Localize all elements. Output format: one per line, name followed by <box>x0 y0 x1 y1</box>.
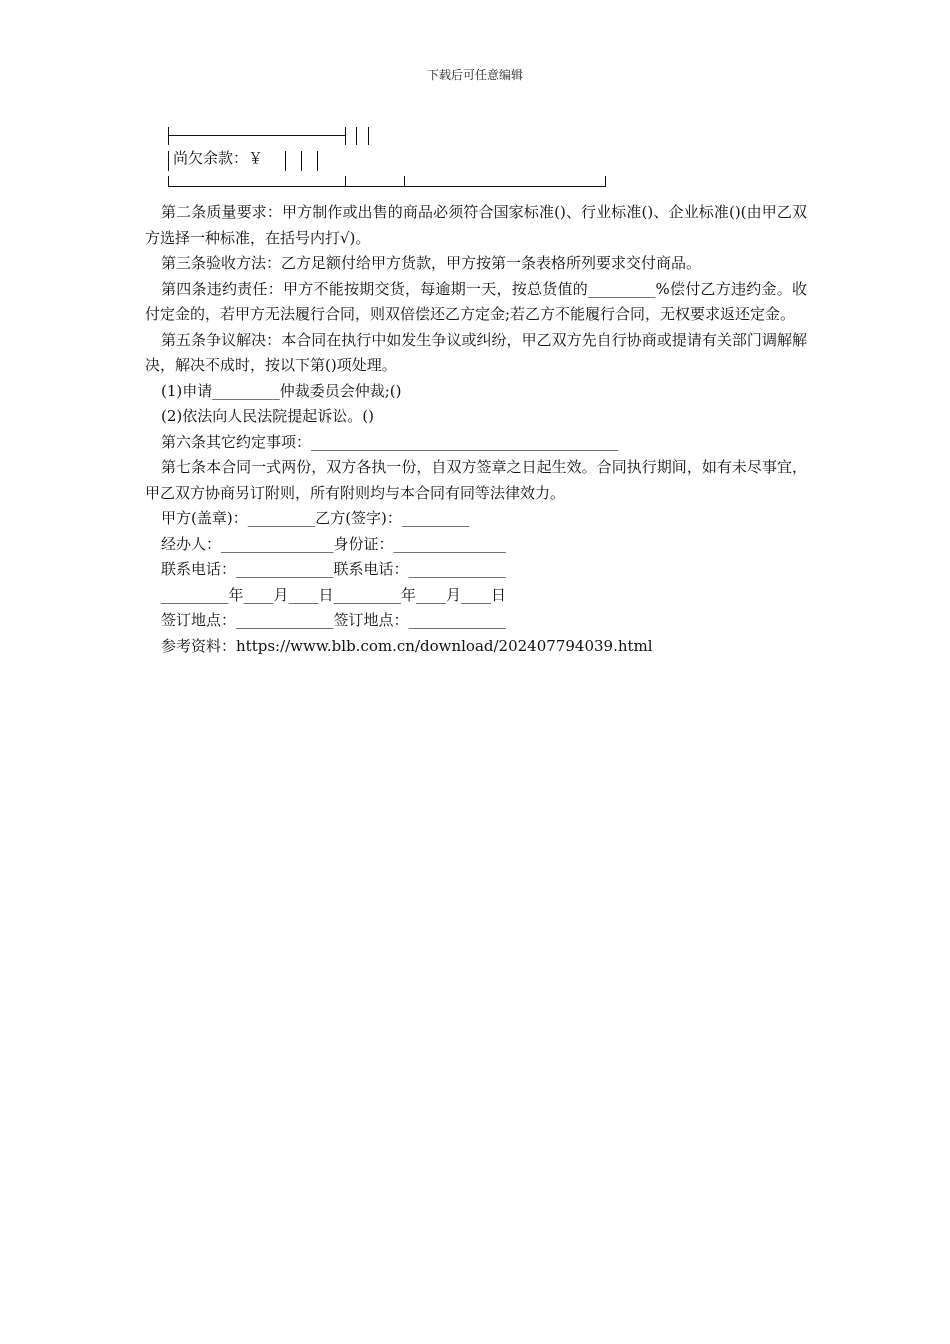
table-border <box>345 127 346 145</box>
clause-liability: 第四条违约责任：甲方不能按期交货，每逾期一天，按总货值的_________%偿付乙方违约金。收付定金的，若甲方无法履行合同，则双倍偿还乙方定金;若乙方不能履行合同，无权要求返还定金。 <box>145 279 807 323</box>
signature-parties: 甲方(盖章)：_________乙方(签字)：_________ <box>161 509 470 527</box>
clause-quality: 第二条质量要求：甲方制作或出售的商品必须符合国家标准()、行业标准()、企业标准()(由甲乙双方选择一种标准，在括号内打√)。 <box>145 203 807 247</box>
signature-dates: _________年____月____日_________年____月____日 <box>161 585 507 604</box>
clause-acceptance: 第三条验收方法：乙方足额付给甲方货款，甲方按第一条表格所列要求交付商品。 <box>161 254 702 272</box>
signature-phones: 联系电话：_____________联系电话：_____________ <box>161 560 507 578</box>
clause-effect: 第七条本合同一式两份，双方各执一份，自双方签章之日起生效。合同执行期间，如有未尽事宜，甲乙双方协商另订附则，所有附则均与本合同有同等法律效力。 <box>145 458 807 502</box>
table-border <box>168 127 169 145</box>
clause-dispute: 第五条争议解决：本合同在执行中如发生争议或纠纷，甲乙双方先自行协商或提请有关部门调解解决，解决不成时，按以下第()项处理。 <box>145 330 807 374</box>
signature-places: 签订地点：_____________签订地点：_____________ <box>161 611 507 629</box>
table-border <box>301 151 302 171</box>
owed-balance-label: 尚欠余款：￥ <box>173 149 264 167</box>
dispute-option-arbitration: (1)申请_________仲裁委员会仲裁;() <box>161 381 402 400</box>
table-border <box>168 186 605 187</box>
table-border <box>345 176 346 187</box>
table-border <box>356 127 357 145</box>
table-fragment <box>161 122 807 196</box>
table-border <box>368 127 369 145</box>
table-border <box>404 176 405 187</box>
reference-link[interactable]: 参考资料：https://www.blb.com.cn/download/202407794039.html <box>161 636 653 655</box>
dispute-option-litigation: (2)依法向人民法院提起诉讼。() <box>161 407 374 425</box>
clause-other-matters: 第六条其它约定事项：_________________________________________ <box>161 432 619 451</box>
table-border <box>168 135 345 136</box>
table-border <box>285 151 286 171</box>
page-header-note: 下载后可任意编辑 <box>426 68 523 82</box>
contract-body <box>145 122 807 659</box>
signature-agents: 经办人：_______________身份证：_______________ <box>161 534 507 553</box>
table-border <box>605 176 606 187</box>
table-border <box>317 151 318 171</box>
table-border <box>168 151 169 171</box>
